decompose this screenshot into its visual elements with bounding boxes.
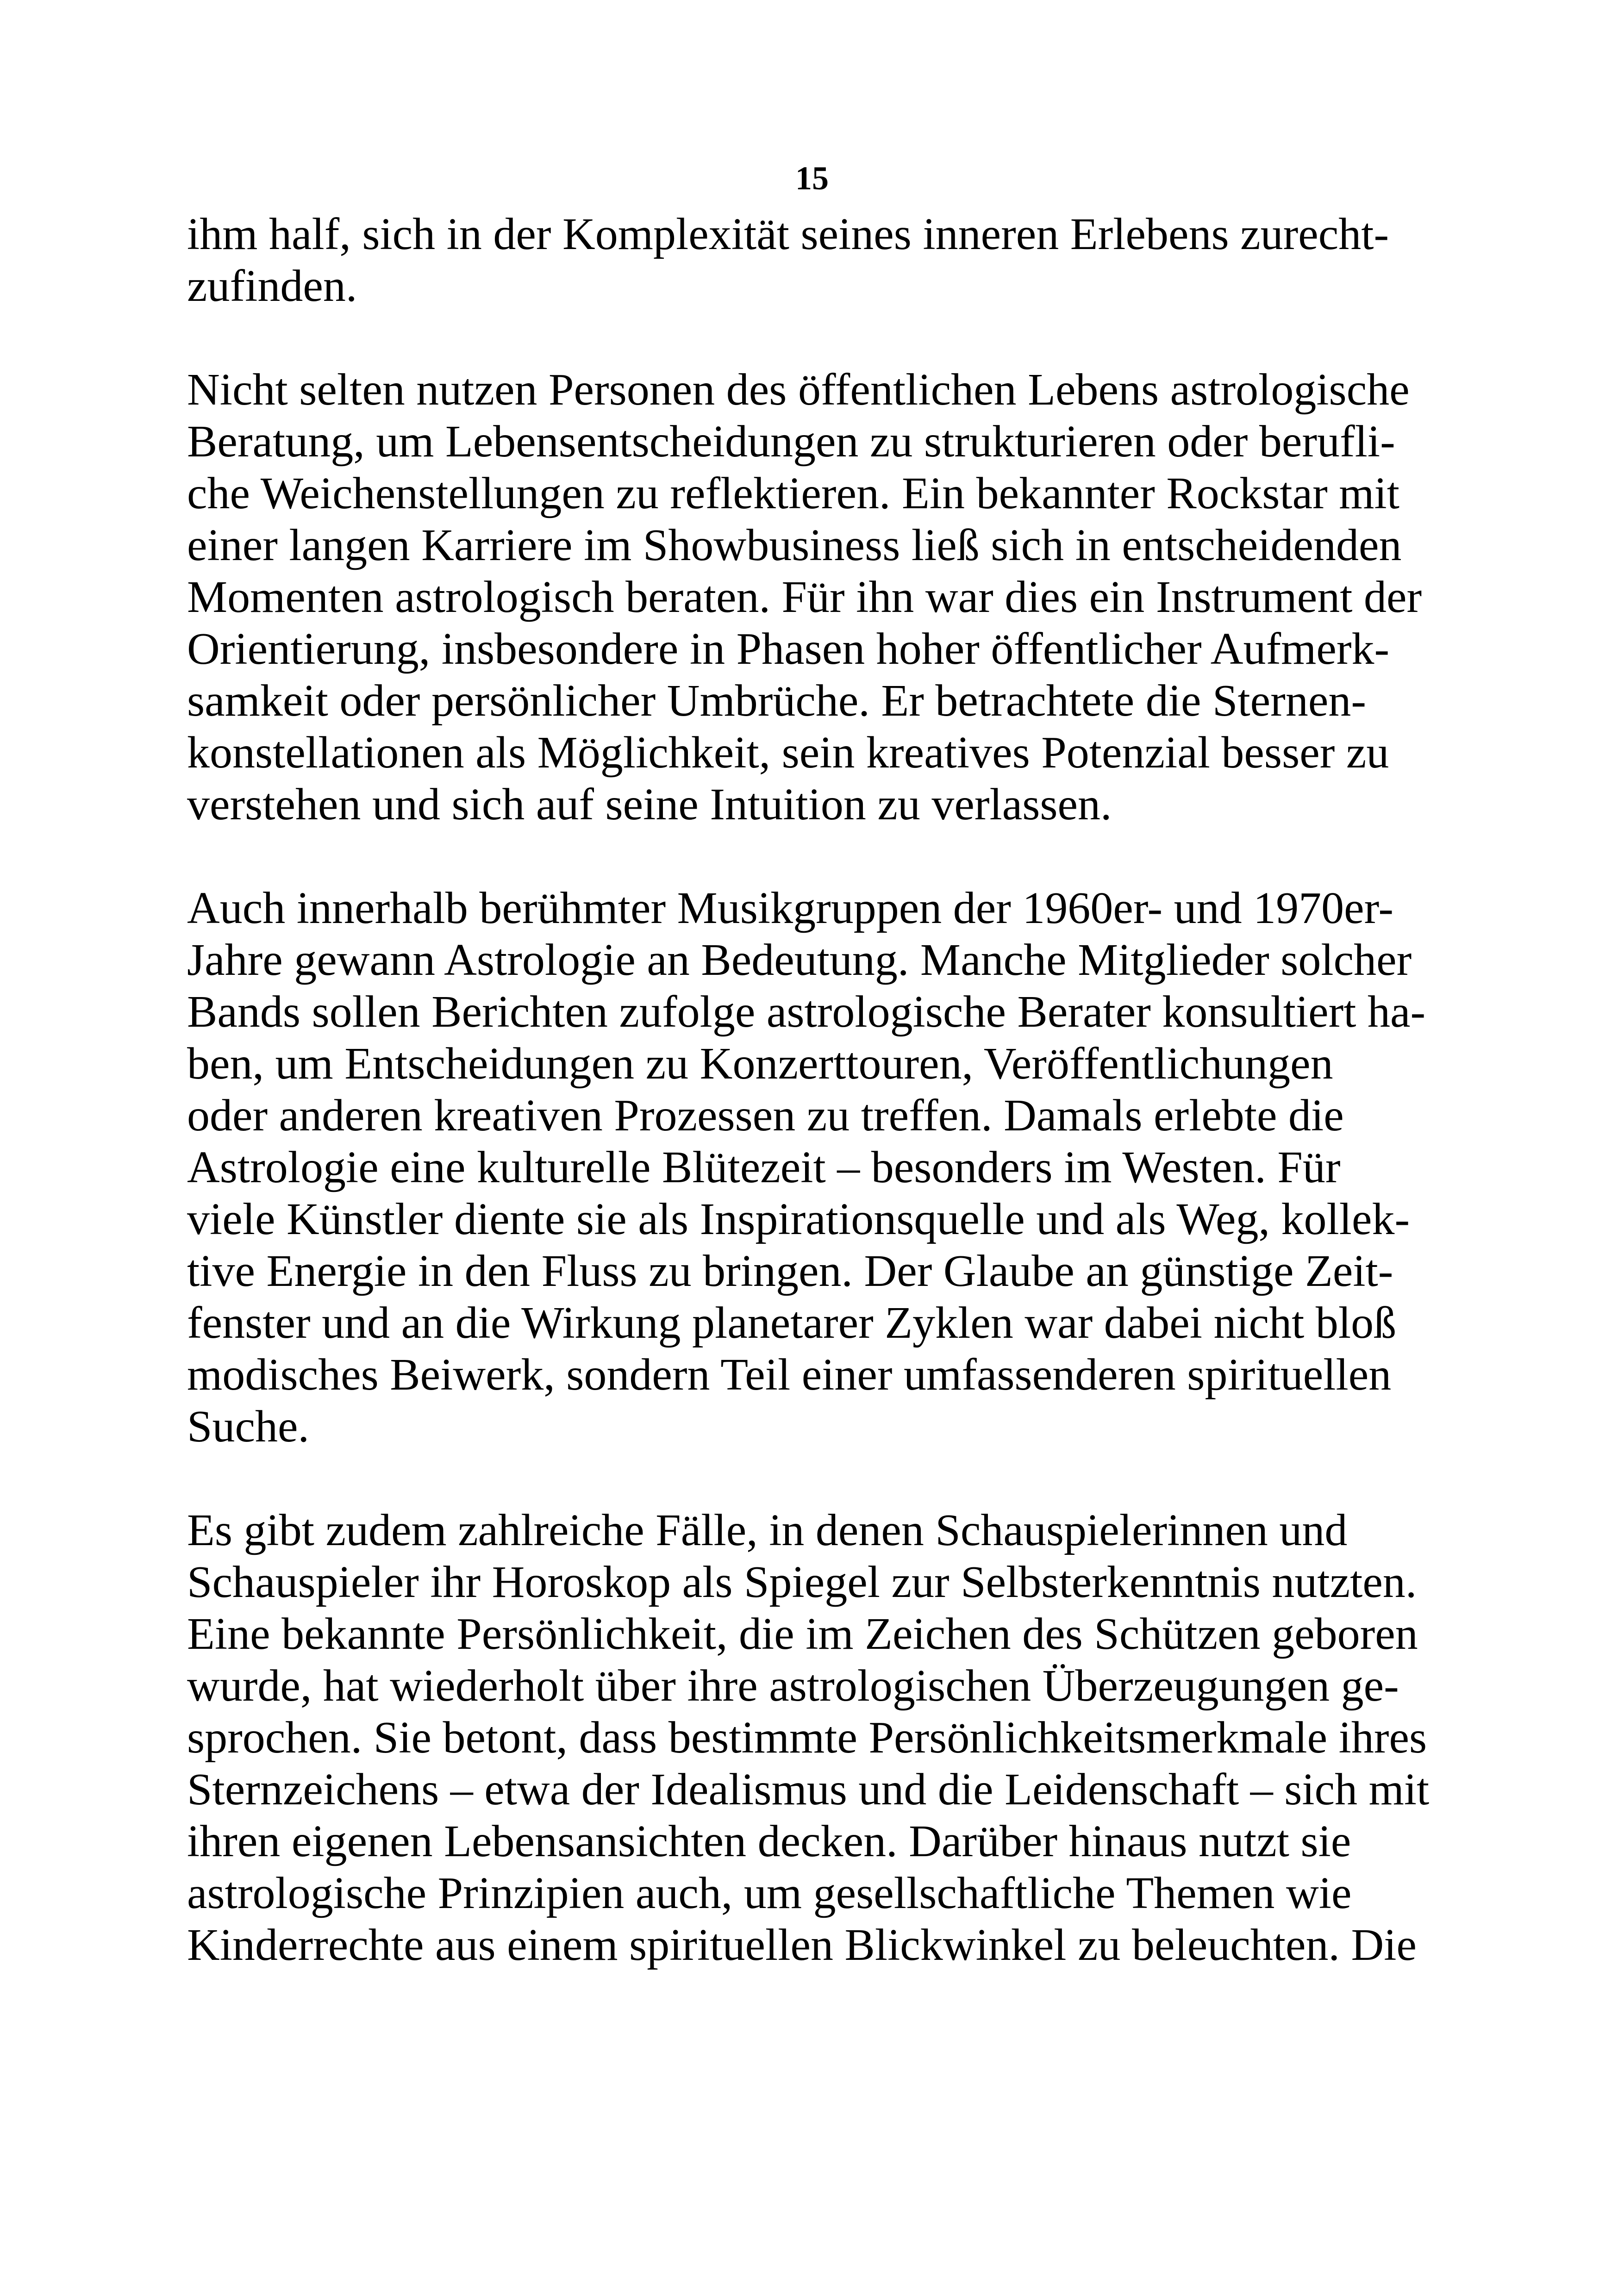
paragraph [187, 208, 1465, 312]
text-line: oder anderen kreativen Prozessen zu treffen. Damals erlebte die [187, 1091, 1344, 1141]
text-line: tive Energie in den Fluss zu bringen. Der Glaube an günstige Zeit- [187, 1246, 1393, 1296]
text-line: Sternzeichens – etwa der Idealismus und die Leidenschaft – sich mit [187, 1765, 1430, 1815]
text-line: Eine bekannte Persönlichkeit, die im Zeichen des Schützen geboren [187, 1609, 1418, 1659]
text-line: ihm half, sich in der Komplexität seines inneren Erlebens zurecht- [187, 209, 1389, 259]
paragraph-gap [187, 1453, 1465, 1504]
text-line: Kinderrechte aus einem spirituellen Blickwinkel zu beleuchten. Die [187, 1920, 1417, 1970]
paragraph-gap [187, 830, 1465, 882]
paragraph [187, 882, 1465, 1453]
text-line: wurde, hat wiederholt über ihre astrologischen Überzeugungen ge- [187, 1661, 1399, 1711]
text-line: verstehen und sich auf seine Intuition zu verlassen. [187, 780, 1112, 829]
text-line: Beratung, um Lebensentscheidungen zu strukturieren oder berufli- [187, 417, 1395, 467]
text-line: Es gibt zudem zahlreiche Fälle, in denen Schauspielerinnen und [187, 1505, 1348, 1555]
text-line: einer langen Karriere im Showbusiness ließ sich in entscheidenden [187, 520, 1402, 570]
text-line: Nicht selten nutzen Personen des öffentlichen Lebens astrologische [187, 365, 1410, 415]
text-line: sprochen. Sie betont, dass bestimmte Persönlichkeitsmerkmale ihres [187, 1713, 1427, 1763]
text-line: zufinden. [187, 261, 357, 311]
paragraph [187, 1504, 1465, 1971]
paragraph-gap [187, 312, 1465, 364]
text-line: Orientierung, insbesondere in Phasen hoher öffentlicher Aufmerk- [187, 624, 1390, 674]
text-line: che Weichenstellungen zu reflektieren. Ein bekannter Rockstar mit [187, 468, 1399, 518]
text-line: Astrologie eine kulturelle Blütezeit – besonders im Westen. Für [187, 1142, 1341, 1192]
text-line: astrologische Prinzipien auch, um gesellschaftliche Themen wie [187, 1868, 1352, 1918]
paragraph [187, 364, 1465, 830]
text-line: Momenten astrologisch beraten. Für ihn war dies ein Instrument der [187, 572, 1422, 622]
text-line: samkeit oder persönlicher Umbrüche. Er betrachtete die Sternen- [187, 676, 1366, 726]
text-line: viele Künstler diente sie als Inspirationsquelle und als Weg, kollek- [187, 1194, 1410, 1244]
text-line: Auch innerhalb berühmter Musikgruppen der 1960er- und 1970er- [187, 883, 1393, 933]
text-line: modisches Beiwerk, sondern Teil einer umfassenderen spirituellen [187, 1350, 1392, 1400]
text-line: Jahre gewann Astrologie an Bedeutung. Manche Mitglieder solcher [187, 935, 1412, 985]
text-line: Suche. [187, 1402, 309, 1452]
page-number: 15 [795, 160, 829, 197]
text-line: Bands sollen Berichten zufolge astrologische Berater konsultiert ha- [187, 987, 1426, 1037]
text-line: Schauspieler ihr Horoskop als Spiegel zur Selbsterkenntnis nutzten. [187, 1557, 1417, 1607]
body-text [187, 208, 1465, 1971]
text-line: ihren eigenen Lebensansichten decken. Darüber hinaus nutzt sie [187, 1816, 1351, 1866]
text-line: fenster und an die Wirkung planetarer Zyklen war dabei nicht bloß [187, 1298, 1397, 1348]
text-line: konstellationen als Möglichkeit, sein kreatives Potenzial besser zu [187, 728, 1389, 778]
text-line: ben, um Entscheidungen zu Konzerttouren, Veröffentlichungen [187, 1039, 1333, 1089]
